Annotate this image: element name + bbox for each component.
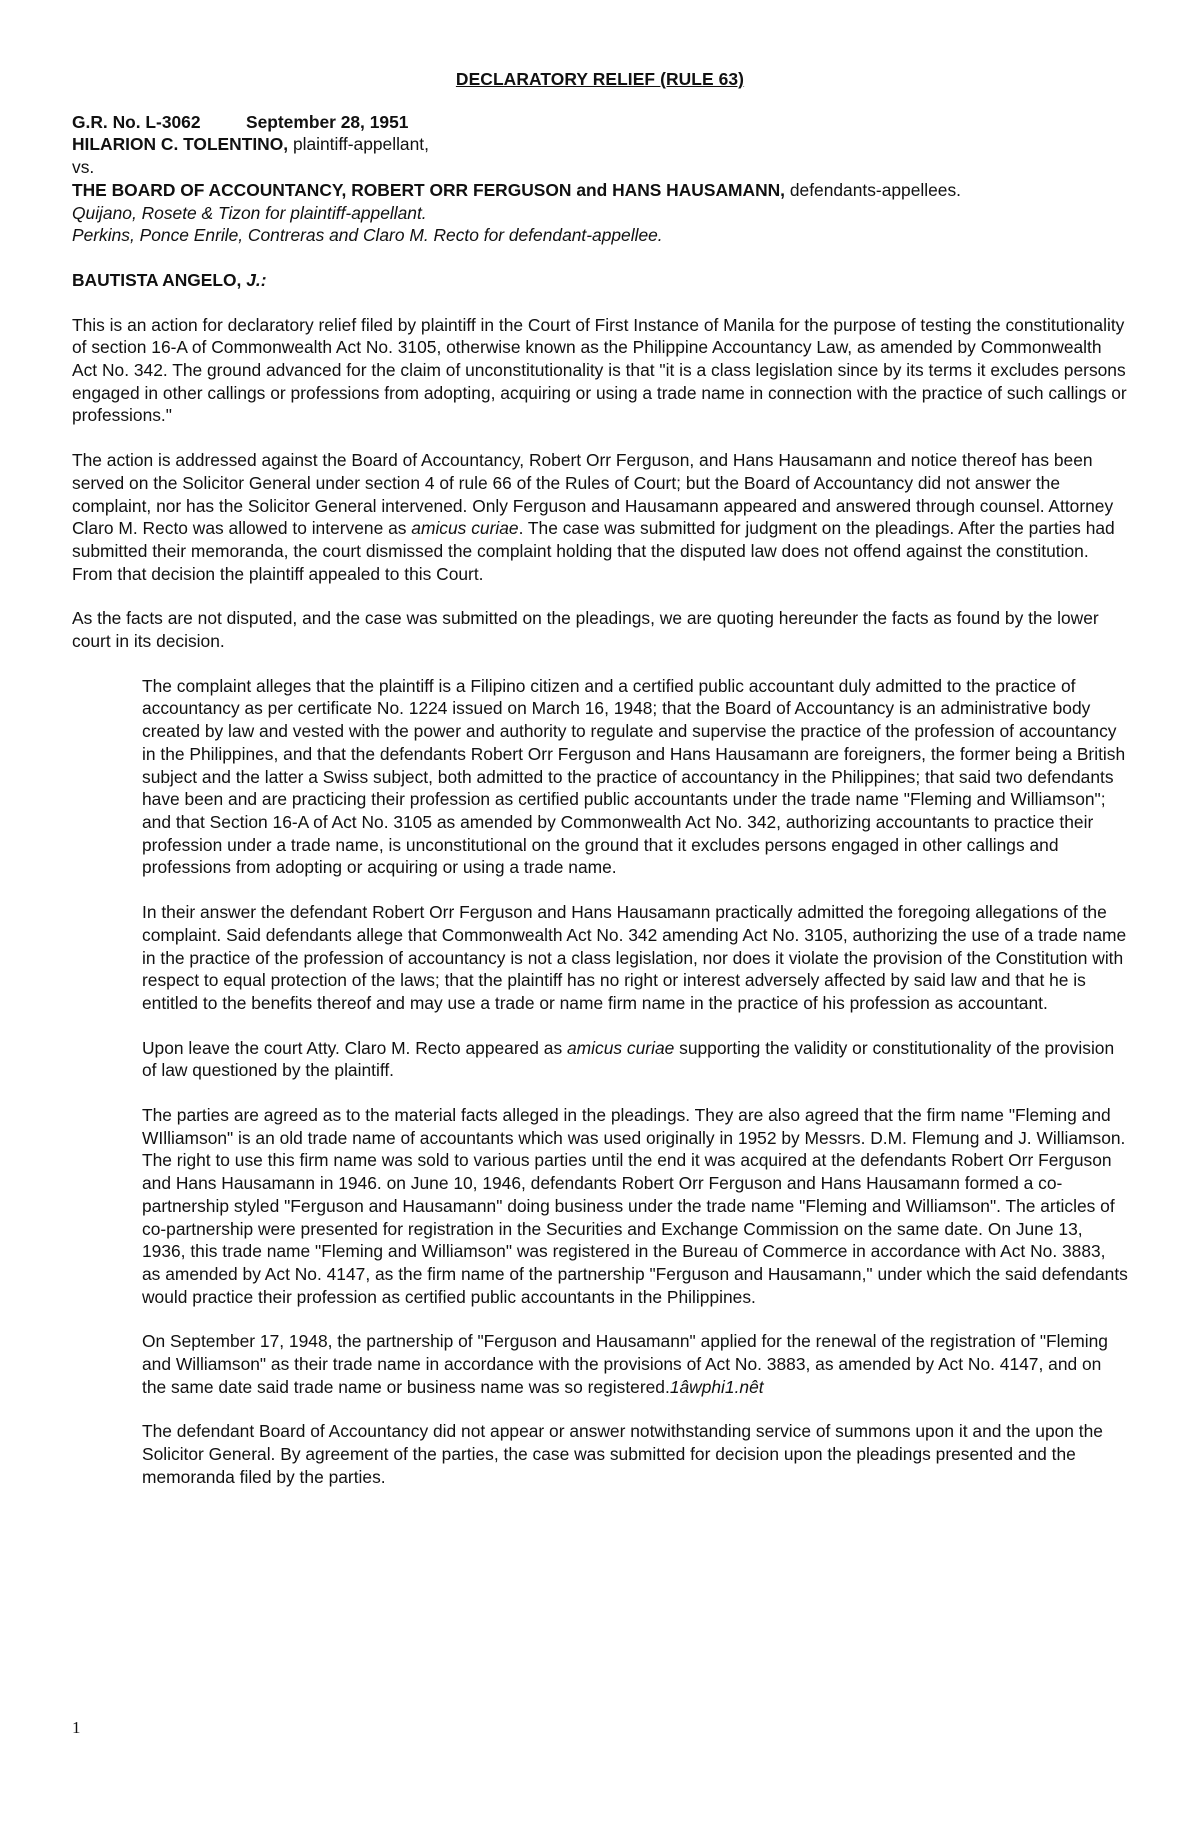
ponente-suffix: J.:: [246, 269, 267, 290]
quoted-paragraph-2: In their answer the defendant Robert Orr Ferguson and Hans Hausamann practically admitted the foregoing allegations of the complaint. Said defendants allege that Commonwealth Act No. 342 amending Act No. 3105, authorizing the use of a trade name in the practice of the profession of accountancy is not a class legislation, nor does it violate the provision of the Constitution with respect to equal protection of the laws; that the plaintiff has no right or interest adversely affected by said law and that he is entitled to the benefits thereof and may use a trade or name firm name in the practice of his profession as accountant.: [142, 902, 1127, 1013]
gr-number: G.R. No. L-3062: [72, 111, 201, 132]
decision-date: September 28, 1951: [246, 111, 409, 132]
paragraph-2: The action is addressed against the Board of Accountancy, Robert Orr Ferguson, and Hans Hausamann and notice thereof has been served on the Solicitor General under section 4 of rule 66 of the Rules of Court; but the Board of Accountancy did not answer the complaint, nor has the Solicitor General intervened. Only Ferguson and Hausamann appeared and answered through counsel. Attorney Claro M. Recto was allowed to intervene as amicus curiae. The case was submitted for judgment on the pleadings. After the parties had submitted their memoranda, the court dismissed the complaint holding that the disputed law does not offend against the constitution. From that decision the plaintiff appealed to this Court.: [72, 450, 1115, 584]
document-page: [72, 68, 1128, 1511]
defendants-role: defendants-appellees.: [789, 179, 961, 200]
counsel-defendant: Perkins, Ponce Enrile, Contreras and Claro M. Recto for defendant-appellee.: [72, 225, 663, 246]
quoted-paragraph-3: Upon leave the court Atty. Claro M. Recto appeared as amicus curiae supporting the validity or constitutionality of the provision of law questioned by the plaintiff.: [142, 1037, 1115, 1081]
plaintiff-role: plaintiff-appellant,: [292, 134, 429, 155]
ponente: [72, 269, 1128, 292]
ponente-name: BAUTISTA ANGELO,: [72, 269, 242, 290]
page-number: 1: [72, 1718, 81, 1737]
quoted-paragraph-6: The defendant Board of Accountancy did not appear or answer notwithstanding service of summons upon it and the upon the Solicitor General. By agreement of the parties, the case was submitted for decision upon the pleadings presented and the memoranda filed by the parties.: [142, 1421, 1103, 1487]
plaintiff-line: [72, 133, 1128, 156]
quoted-paragraph-5: On September 17, 1948, the partnership of "Ferguson and Hausamann" applied for the renewal of the registration of "Fleming and Williamson" as their trade name in accordance with the provisions of Act No. 3883, as amended by Act No. 4147, and on the same date said trade name or business name was so registered.1âwphi1.nêt: [142, 1331, 1108, 1397]
defendants-line: [72, 179, 1128, 202]
quoted-paragraph-1: The complaint alleges that the plaintiff is a Filipino citizen and a certified public accountant duly admitted to the practice of accountancy as per certificate No. 1224 issued on March 16, 1948; that the Board of Accountancy is an administrative body created by law and vested with the power and authority to regulate and supervise the practice of the profession of accountancy in the Philippines, and that the defendants Robert Orr Ferguson and Hans Hausamann are foreigners, the former being a British subject and the latter a Swiss subject, both admitted to the practice of accountancy in the Philippines; that said two defendants have been and are practicing their profession as certified public accountants under the trade name "Fleming and Williamson"; and that Section 16-A of Act No. 3105 as amended by Commonwealth Act No. 342, authorizing accountants to practice their profession under a trade name, is unconstitutional on the ground that it excludes persons engaged in other callings and professions from adopting or acquiring or using a trade name.: [142, 675, 1126, 878]
counsel-plaintiff: Quijano, Rosete & Tizon for plaintiff-appellant.: [72, 202, 427, 223]
paragraph-3: As the facts are not disputed, and the case was submitted on the pleadings, we are quoting hereunder the facts as found by the lower court in its decision.: [72, 608, 1099, 652]
quoted-paragraph-4: The parties are agreed as to the material facts alleged in the pleadings. They are also agreed that the firm name "Fleming and WIlliamson" is an old trade name of accountants which was used originally in 1952 by Messrs. D.M. Flemung and J. Williamson. The right to use this firm name was sold to various parties until the end it was acquired at the defendants Robert Orr Ferguson and Hans Hausamann in 1946. on June 10, 1946, defendants Robert Orr Ferguson and Hans Hausamann formed a co-partnership styled "Ferguson and Hausamann" doing business under the trade name "Fleming and Williamson". The articles of co-partnership were presented for registration in the Securities and Exchange Commission on the same date. On June 13, 1936, this trade name "Fleming and Williamson" was registered in the Bureau of Commerce in accordance with Act No. 3883, as amended by Act No. 4147, as the firm name of the partnership "Ferguson and Hausamann," under which the said defendants would practice their profession as certified public accountants in the Philippines.: [142, 1105, 1128, 1307]
amicus-curiae-term: amicus curiae: [411, 518, 519, 539]
versus: vs.: [72, 157, 95, 178]
paragraph-1: This is an action for declaratory relief filed by plaintiff in the Court of First Instance of Manila for the purpose of testing the constitutionality of section 16-A of Commonwealth Act No. 3105, otherwise known as the Philippine Accountancy Law, as amended by Commonwealth Act No. 342. The ground advanced for the claim of unconstitutionality is that "it is a class legislation since by its terms it excludes persons engaged in other callings or professions from adopting, acquiring or using a trade name in connection with the practice of such callings or professions.": [72, 314, 1127, 426]
amicus-curiae-term: amicus curiae: [567, 1037, 675, 1058]
case-number-line: [72, 111, 1128, 134]
plaintiff-name: HILARION C. TOLENTINO,: [72, 134, 289, 155]
defendants-names: THE BOARD OF ACCOUNTANCY, ROBERT ORR FERGUSON and HANS HAUSAMANN,: [72, 179, 786, 200]
document-title: DECLARATORY RELIEF (RULE 63): [455, 69, 745, 89]
watermark-text: 1âwphi1.nêt: [669, 1376, 764, 1397]
